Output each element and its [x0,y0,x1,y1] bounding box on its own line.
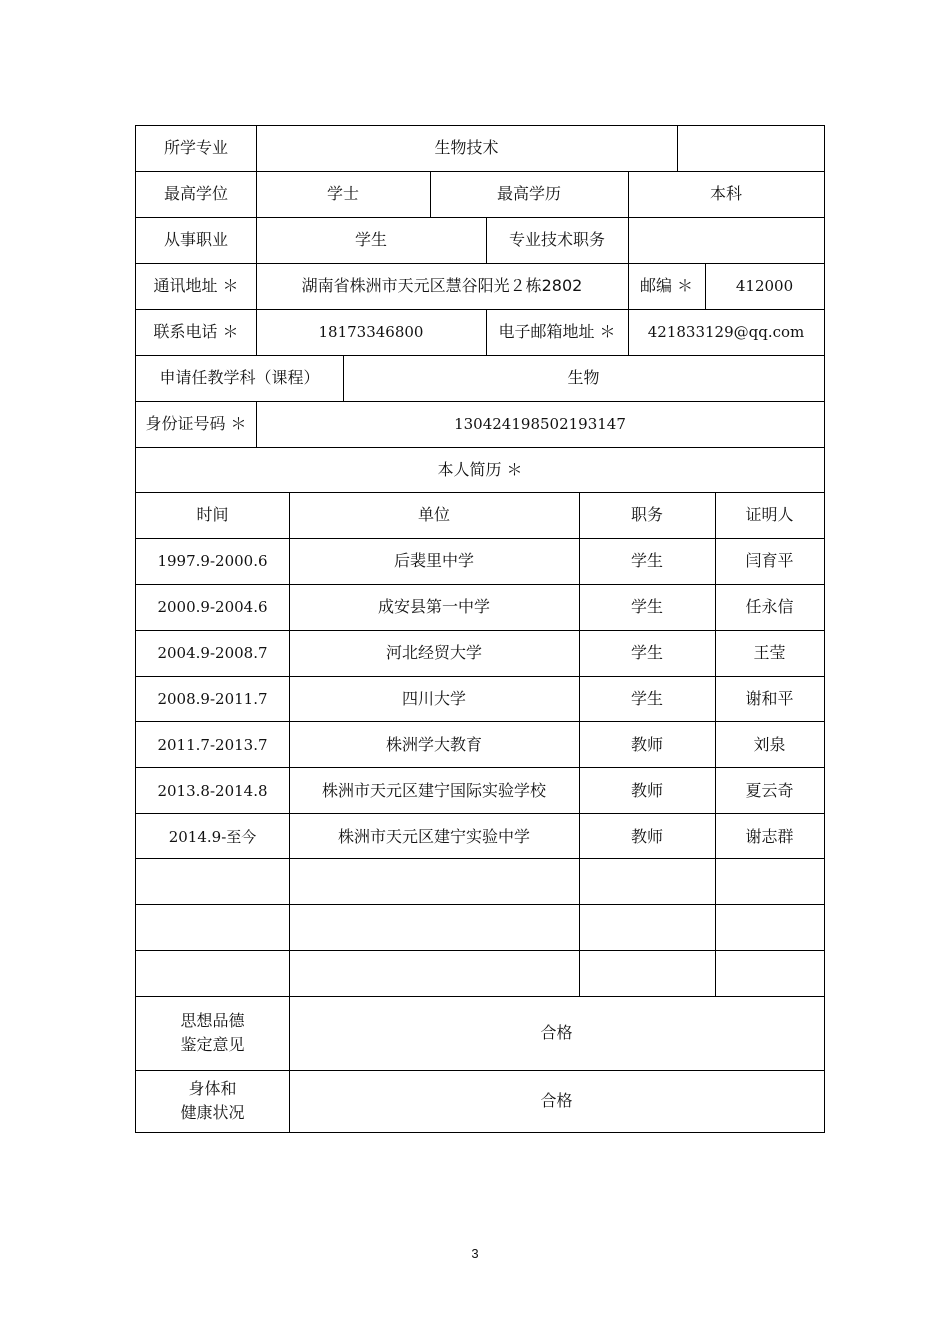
major-value: 生物技术 [434,138,499,157]
resume-time-cell: 2013.8-2014.8 [157,782,268,800]
major-label: 所学专业 [163,138,228,157]
email-label: 电子邮箱地址 ＊ [498,322,616,341]
phone-value: 18173346800 [318,323,424,341]
resume-col-position: 职务 [630,505,663,524]
resume-position-cell: 教师 [630,781,663,800]
id-number-value: 130424198502193147 [454,415,626,433]
resume-unit-cell: 成安县第一中学 [377,597,490,616]
resume-unit-cell: 株洲学大教育 [385,735,482,754]
resume-position-cell: 学生 [630,597,663,616]
health-label-line2: 健康状况 [180,1103,245,1122]
resume-reference-cell [715,952,824,998]
resume-col-time: 时间 [196,505,229,524]
resume-position-cell [579,906,715,952]
resume-position-cell: 教师 [630,735,663,754]
resume-col-reference: 证明人 [745,505,794,524]
resume-reference-cell: 谢和平 [745,689,794,708]
occupation-value: 学生 [354,230,387,249]
resume-time-cell: 2011.7-2013.7 [157,736,268,754]
resume-unit-cell: 株洲市天元区建宁国际实验学校 [321,781,546,800]
resume-time-cell [136,860,289,906]
subject-label: 申请任教学科（课程） [159,368,320,387]
resume-reference-cell [715,906,824,952]
education-label: 最高学历 [496,184,561,203]
resume-time-cell [136,906,289,952]
resume-unit-cell: 四川大学 [401,689,466,708]
resume-time-cell: 1997.9-2000.6 [157,552,268,570]
address-value: 湖南省株洲市天元区慧谷阳光２栋2802 [301,276,583,295]
moral-label [136,996,289,1070]
title-value [628,217,824,263]
resume-time-cell: 2004.9-2008.7 [157,644,268,662]
table-vertical-line [824,125,825,1133]
table-horizontal-line [135,1132,825,1133]
resume-position-cell [579,860,715,906]
resume-reference-cell [715,860,824,906]
major-extra-cell [677,125,824,171]
resume-position-cell: 学生 [630,551,663,570]
resume-time-cell: 2000.9-2004.6 [157,598,268,616]
resume-reference-cell: 刘泉 [753,735,786,754]
resume-unit-cell [289,952,579,998]
resume-reference-cell: 闫育平 [745,551,794,570]
resume-time-cell [136,952,289,998]
subject-value: 生物 [567,368,600,387]
email-value: 421833129@qq.com [647,323,805,341]
address-label: 通讯地址 ＊ [153,276,239,295]
postcode-label: 邮编 ＊ [639,276,694,295]
moral-value: 合格 [540,1023,573,1042]
page-number: 3 [471,1246,479,1261]
health-value: 合格 [540,1091,573,1110]
resume-position-cell: 学生 [630,643,663,662]
resume-position-cell [579,952,715,998]
postcode-value: 412000 [735,277,794,295]
education-value: 本科 [709,184,742,203]
resume-heading: 本人简历 ＊ [437,459,523,479]
degree-value: 学士 [326,184,359,203]
resume-unit-cell: 后裴里中学 [393,551,474,570]
resume-reference-cell: 王莹 [753,643,786,662]
resume-reference-cell: 任永信 [745,597,794,616]
resume-position-cell: 教师 [630,827,663,846]
resume-time-cell: 2014.9-至今 [168,828,257,846]
health-label-line1: 身体和 [188,1079,237,1098]
resume-unit-cell [289,860,579,906]
resume-unit-cell: 河北经贸大学 [385,643,482,662]
degree-label: 最高学位 [163,184,228,203]
moral-label-line1: 思想品德 [180,1011,245,1030]
moral-label-line2: 鉴定意见 [180,1035,245,1054]
resume-reference-cell: 谢志群 [745,827,794,846]
resume-reference-cell: 夏云奇 [745,781,794,800]
id-number-label: 身份证号码 ＊ [145,414,247,433]
resume-unit-cell [289,906,579,952]
resume-col-unit: 单位 [417,505,450,524]
resume-time-cell: 2008.9-2011.7 [157,690,268,708]
occupation-label: 从事职业 [163,230,228,249]
resume-position-cell: 学生 [630,689,663,708]
resume-unit-cell: 株洲市天元区建宁实验中学 [337,827,530,846]
health-label [136,1070,289,1132]
phone-label: 联系电话 ＊ [153,322,239,341]
title-label: 专业技术职务 [508,230,605,249]
